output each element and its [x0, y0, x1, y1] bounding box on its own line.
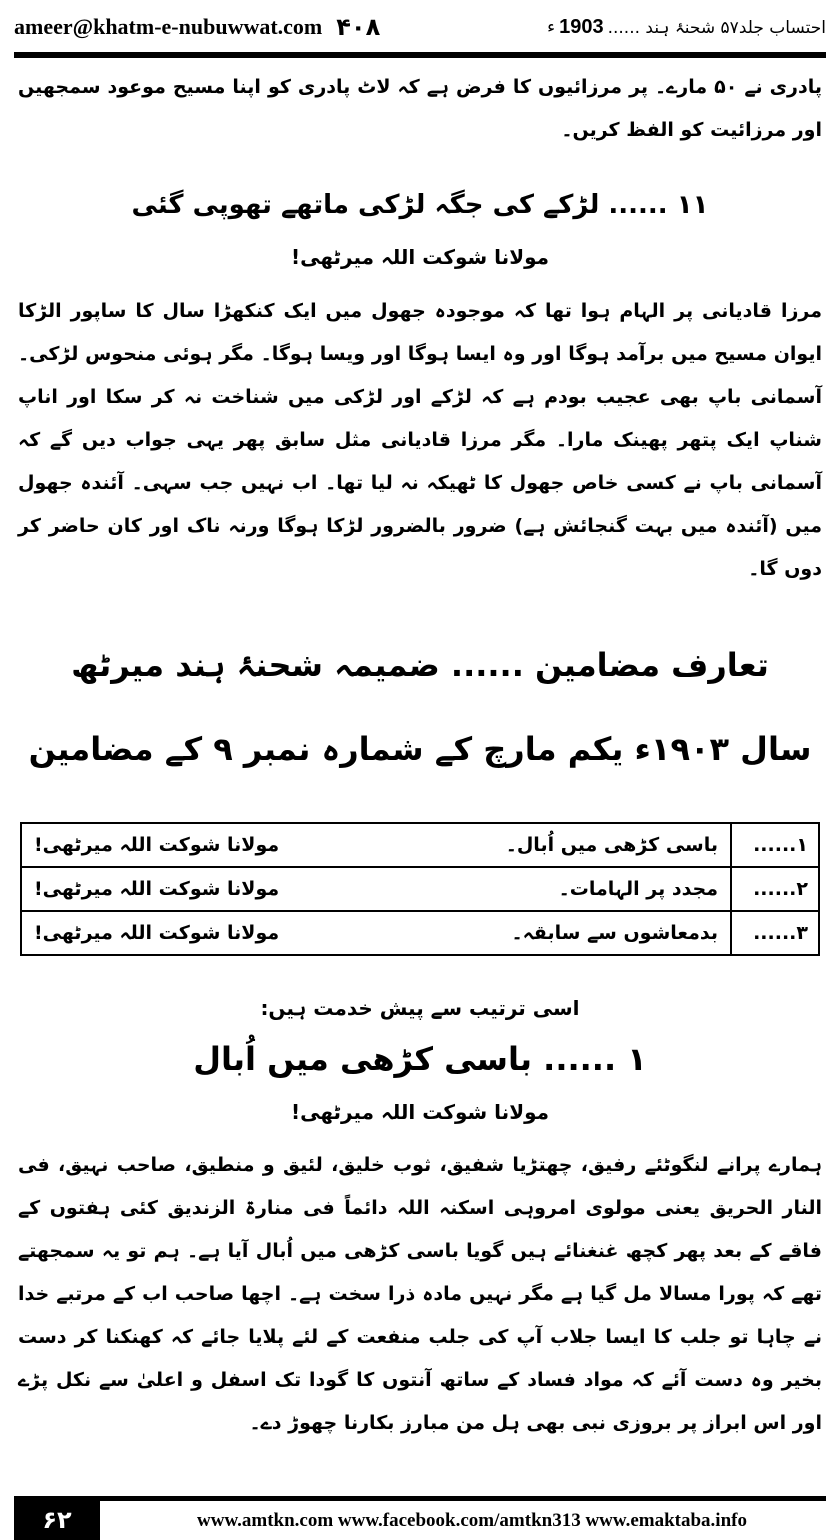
paragraph-section-1: ہمارے پرانے لنگوٹئے رفیق، چھتڑیا شفیق، ثوب خلیق، لئیق و منطیق، صاحب نہیق، فی النار الحریق یعنی مولوی امروہی اسکنہ اللہ دائماً فی منارۃ الزندیق کئی ہفتوں کے فاقے کے بعد پھر کچھ غنغنائے ہیں گویا باسی کڑھی میں اُبال آیا ہے۔ ہم تو یہ سمجھتے تھے کہ پورا مسالا مل گیا ہے مگر نہیں مادہ ذرا سخت ہے۔ اچھا صاحب اب کے مرتبے خدا نے چاہا تو جلب کا ایسا جلاب آپ کی جلب منفعت کے لئے پلایا جائے کہ کھنکنا کر دست بخیر وہ دست آئے کہ مواد فساد کے ساتھ آنتوں کا گودا تک اسفل و اعلیٰ سے نکل پڑے اور اس ابراز پر بروزی نبی بھی ہل من مبارز بکارنا چھوڑ دے۔: [18, 1154, 822, 1434]
header-right: [547, 16, 826, 39]
section-author-11: مولانا شوکت اللہ میرٹھی!: [290, 245, 550, 269]
header-volume-label: احتساب جلد۵۷ شحنۂ ہند ......: [607, 17, 826, 38]
footer-page-number: ۶۲: [14, 1500, 100, 1540]
row-content: [21, 867, 731, 911]
paragraph-intro: پادری نے ۵۰ مارے۔ پر مرزائیوں کا فرض ہے کہ لاٹ پادری کو اپنا مسیح موعود سمجھیں اور مرزائیت کو الفظ کریں۔: [18, 76, 822, 141]
footer-rule: [14, 1496, 826, 1501]
header-year: 1903: [559, 15, 604, 38]
header-page-number: ۴۰۸: [336, 13, 381, 41]
footer-links[interactable]: www.amtkn.com www.facebook.com/amtkn313 www.emaktaba.info: [197, 1510, 747, 1531]
row-title: مجدد پر الہامات۔: [558, 878, 718, 900]
row-author: مولانا شوکت اللہ میرٹھی!: [34, 878, 280, 900]
header-year-suffix: ء: [547, 17, 556, 37]
contents-table: [20, 822, 820, 956]
section-author-1: مولانا شوکت اللہ میرٹھی!: [290, 1100, 550, 1124]
row-content: [21, 823, 731, 867]
row-number: ۲......: [731, 867, 819, 911]
table-row: [21, 911, 819, 955]
row-number: ۳......: [731, 911, 819, 955]
row-author: مولانا شوکت اللہ میرٹھی!: [34, 922, 280, 944]
paragraph-section-11: مرزا قادیانی پر الہام ہوا تھا کہ موجودہ جھول میں ایک کنکھڑا سال کا ساپور الڑکا ایوان مسیح میں برآمد ہوگا اور وہ ایسا ہوگا اور ویسا ہوگا۔ مگر ہوئی منحوس لڑکی۔ آسمانی باپ بھی عجیب بودم ہے کہ لڑکے اور لڑکی میں شناخت نہ کر سکا اور اناپ شناپ ایک پتھر پھینک مارا۔ مگر مرزا قادیانی مثل سابق پھر یہی جواب دیں گے کہ آسمانی باپ نے کسی خاص جھول کا ٹھیکہ نہ لیا تھا۔ اب نہیں جب سہی۔ آئندہ جھول میں (آئندہ میں بہت گنجائش ہے) ضرور بالضرور لڑکا ہوگا ورنہ ناک اور کان حاضر کر دوں گا۔: [18, 300, 822, 580]
page-header: [14, 10, 826, 44]
header-rule: [14, 52, 826, 58]
row-title: بدمعاشوں سے سابقہ۔: [511, 922, 718, 944]
row-title: باسی کڑھی میں اُبال۔: [505, 834, 718, 856]
section-heading-1: ۱ ...... باسی کڑھی میں اُبال: [193, 1040, 647, 1078]
table-row: [21, 823, 819, 867]
row-content: [21, 911, 731, 955]
contents-title: تعارف مضامین ...... ضمیمہ شحنۂ ہند میرٹھ: [71, 646, 769, 684]
row-number: ۱......: [731, 823, 819, 867]
contents-order-note: اسی ترتیب سے پیش خدمت ہیں:: [260, 996, 580, 1020]
header-left: [14, 13, 380, 41]
contents-subtitle: سال ۱۹۰۳ء یکم مارچ کے شمارہ نمبر ۹ کے مضامین: [28, 730, 812, 768]
section-heading-11: ۱۱ ...... لڑکے کی جگہ لڑکی ماتھے تھوپی گئی: [131, 190, 709, 220]
table-row: [21, 867, 819, 911]
row-author: مولانا شوکت اللہ میرٹھی!: [34, 834, 280, 856]
header-email[interactable]: ameer@khatm-e-nubuwwat.com: [14, 14, 323, 39]
